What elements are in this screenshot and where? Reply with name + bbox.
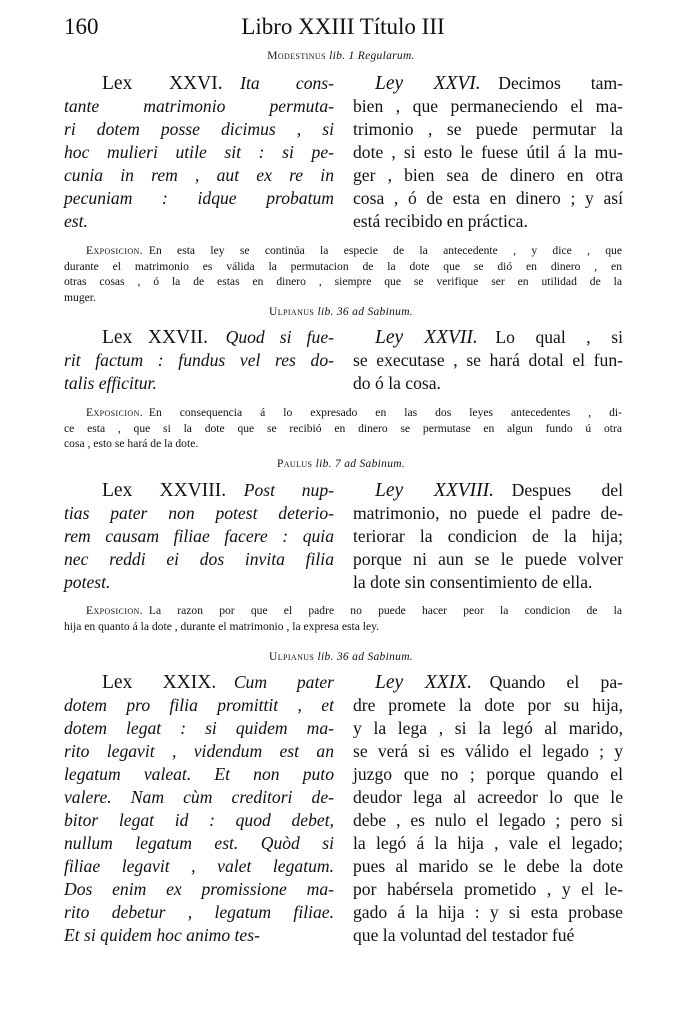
citation-author: Ulpianus <box>269 306 315 318</box>
exposicion-line: hija en quanto á la dote , durante el matrimonio , la expresa esta ley. <box>64 619 380 633</box>
latin-line: dotem pro filia promittit , et <box>64 695 334 715</box>
spanish-column <box>353 671 623 947</box>
spanish-line <box>353 479 623 502</box>
latin-line: hoc mulieri utile sit : si pe- <box>64 142 334 162</box>
exposicion-line: otras cosas , ó la de estas en dinero , siempre que se verifique ser en utilidad de la <box>64 275 622 288</box>
spanish-text: Despues del <box>511 480 623 500</box>
latin-line: bitor legat id : quod debet, <box>64 810 334 830</box>
spanish-line: do ó la cosa. <box>353 373 441 393</box>
latin-line: rito legavit , videndum est an <box>64 741 334 761</box>
spanish-line: porque ni aun se le puede volver <box>353 549 623 569</box>
running-title: Libro XXIII Título III <box>241 14 445 39</box>
spanish-line: trimonio , se puede permutar la <box>353 119 623 139</box>
latin-text: Quod si fue- <box>225 327 334 347</box>
spanish-line: deudor lega al acreedor lo que le <box>353 787 623 807</box>
latin-line: legatum valeat. Et non puto <box>64 764 334 784</box>
spanish-line: cosa , ó de esta en dinero ; y así <box>353 188 623 208</box>
latin-column <box>64 671 334 947</box>
lex-number-label: Lex XXVII. <box>102 327 209 348</box>
exposicion-line <box>64 243 622 259</box>
ley-number-label: Ley XXVII. <box>375 327 478 348</box>
spanish-line <box>353 326 623 349</box>
exposicion-line <box>64 603 622 619</box>
latin-line: pecuniam : idque probatum <box>64 188 334 208</box>
latin-line <box>64 479 334 502</box>
ley-number-label: Ley XXVIII. <box>375 480 495 501</box>
ley-number-label: Ley XXVI. <box>375 73 481 94</box>
citation <box>0 50 682 62</box>
spanish-line: juzgo que no ; porque quando el <box>353 764 623 784</box>
spanish-column <box>353 479 623 594</box>
exposicion-paragraph <box>64 243 622 305</box>
citation-author: Modestinus <box>267 50 326 62</box>
spanish-line: matrimonio, no puede el padre de- <box>353 503 623 523</box>
latin-column <box>64 479 334 594</box>
spanish-text: Quando el pa- <box>489 672 623 692</box>
spanish-line <box>353 72 623 95</box>
exposicion-line <box>64 405 622 421</box>
spanish-line: dote , si esto le fuese útil á la mu- <box>353 142 623 162</box>
citation-work: Regularum. <box>357 50 415 62</box>
spanish-line: que la voluntad del testador fué <box>353 925 575 945</box>
exposicion-text: La razon por que el padre no puede hacer peor la condicion de la <box>148 604 622 617</box>
latin-line: tante matrimonio permuta- <box>64 96 334 116</box>
spanish-line: bien , que permaneciendo el ma- <box>353 96 623 116</box>
latin-line: Et si quidem hoc animo tes- <box>64 925 260 945</box>
latin-text: Cum pater <box>233 672 334 692</box>
latin-column <box>64 72 334 233</box>
spanish-text: Decimos tam- <box>498 73 623 93</box>
spanish-line: gado á la hija : y si esta probase <box>353 902 623 922</box>
latin-line: dotem legat : si quidem ma- <box>64 718 334 738</box>
citation-book: lib. 7 <box>315 458 342 470</box>
latin-line: tias pater non potest deterio- <box>64 503 334 523</box>
latin-column <box>64 326 334 395</box>
latin-line: talis efficitur. <box>64 373 157 393</box>
exposicion-label: Exposicion. <box>86 406 144 419</box>
latin-line: nullum legatum est. Quòd si <box>64 833 334 853</box>
exposicion-text: En consequencia á lo expresado en las dos leyes antecedentes , di- <box>148 406 622 419</box>
latin-text: Ita cons- <box>240 73 334 93</box>
spanish-line: y la lega , si la legó al marido, <box>353 718 623 738</box>
spanish-text: Lo qual , si <box>495 327 623 347</box>
spanish-line: ger , bien sea de dinero en otra <box>353 165 623 185</box>
lex-number-label: Lex XXIX. <box>102 672 217 693</box>
ley-number-label: Ley XXIX. <box>375 672 472 693</box>
latin-text: Post nup- <box>243 480 334 500</box>
exposicion-line: muger. <box>64 290 96 304</box>
latin-line <box>64 671 334 694</box>
citation-book: lib. 36 <box>317 306 349 318</box>
spanish-column <box>353 326 623 395</box>
page-header <box>64 14 622 48</box>
latin-line <box>64 326 334 349</box>
spanish-column <box>353 72 623 233</box>
latin-line: cunia in rem , aut ex re in <box>64 165 334 185</box>
exposicion-text: En esta ley se continúa la especie de la antecedente , y dice , que <box>148 244 622 257</box>
exposicion-label: Exposicion. <box>86 604 144 617</box>
page-number: 160 <box>64 14 99 39</box>
latin-line: Dos enim ex promissione ma- <box>64 879 334 899</box>
latin-line: filiae legavit , valet legatum. <box>64 856 334 876</box>
citation-author: Ulpianus <box>269 651 315 663</box>
spanish-line: por habérsela prometido , y el le- <box>353 879 623 899</box>
spanish-line: teriorar la condicion de la hija; <box>353 526 623 546</box>
latin-line: ri dotem posse dicimus , si <box>64 119 334 139</box>
spanish-line: está recibido en práctica. <box>353 211 528 231</box>
spanish-line <box>353 671 623 694</box>
latin-line: potest. <box>64 572 111 592</box>
spanish-line: se verá si es válido el legado ; y <box>353 741 623 761</box>
exposicion-line: ce esta , que si la dote que se recibió en dinero se permutase en algun fundo ú otra <box>64 421 622 435</box>
citation-work: ad Sabinum. <box>352 306 413 318</box>
spanish-line: debe , es nulo el legado ; pero si <box>353 810 623 830</box>
latin-line: est. <box>64 211 88 231</box>
exposicion-label: Exposicion. <box>86 244 144 257</box>
exposicion-paragraph <box>64 603 622 634</box>
spanish-line: se executase , se hará dotal el fun- <box>353 350 623 370</box>
exposicion-paragraph <box>64 405 622 452</box>
latin-line <box>64 72 334 95</box>
citation-work: ad Sabinum. <box>344 458 406 470</box>
latin-line: nec reddi ei dos invita filia <box>64 549 334 569</box>
lex-number-label: Lex XXVI. <box>102 73 223 94</box>
spanish-line: la dote sin consentimiento de ella. <box>353 572 593 592</box>
citation <box>0 306 682 318</box>
citation-book: lib. 1 <box>329 50 355 62</box>
latin-line: valere. Nam cùm creditori de- <box>64 787 334 807</box>
citation-work: ad Sabinum. <box>352 651 413 663</box>
spanish-line: la legó á la hija , vale el legado; <box>353 833 623 853</box>
lex-number-label: Lex XXVIII. <box>102 480 227 501</box>
spanish-line: pues al marido se le debe la dote <box>353 856 623 876</box>
latin-line: rito debetur , legatum filiae. <box>64 902 334 922</box>
exposicion-line: cosa , esto se hará de la dote. <box>64 437 199 450</box>
citation <box>0 651 682 663</box>
citation <box>0 458 682 470</box>
citation-book: lib. 36 <box>317 651 349 663</box>
spanish-line: dre promete la dote por su hija, <box>353 695 623 715</box>
latin-line: rit factum : fundus vel res do- <box>64 350 334 370</box>
citation-author: Paulus <box>276 458 313 470</box>
latin-line: rem causam filiae facere : quia <box>64 526 334 546</box>
exposicion-line: durante el matrimonio es válida la permutacion de la dote que se dió en dinero , en <box>64 259 622 273</box>
